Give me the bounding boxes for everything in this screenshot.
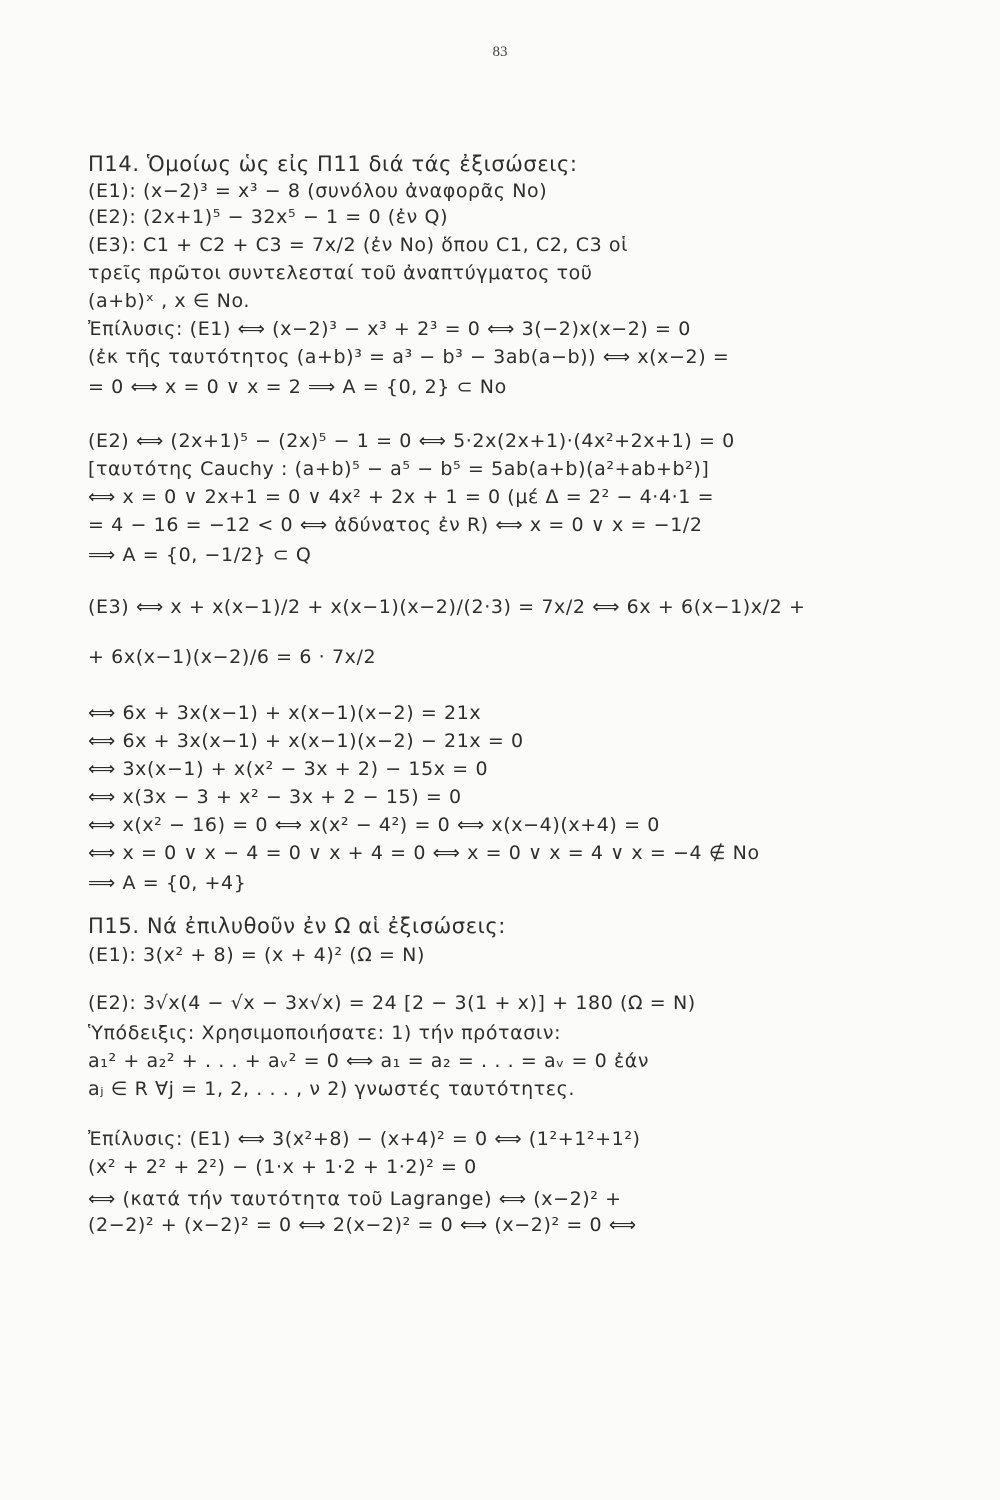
solution-e1-line: Ἐπίλυσις: (E1) ⟺ (x−2)³ − x³ + 2³ = 0 ⟺ 3(−2)x(x−2) = 0 [88,318,691,340]
solution-15-line: (x² + 2² + 2²) − (1·x + 1·2 + 1·2)² = 0 [88,1156,477,1178]
cauchy-identity-line: [ταυτότης Cauchy : (a+b)⁵ − a⁵ − b⁵ = 5ab(a+b)(a²+ab+b²)] [88,458,710,480]
solution-15-line: ⟺ (κατά τήν ταυτότητα τοῦ Lagrange) ⟺ (x−2)² + [88,1188,622,1210]
equation-e2: (E2): (2x+1)⁵ − 32x⁵ − 1 = 0 (ἐν Q) [88,206,449,228]
equation-e3: (E3): C1 + C2 + C3 = 7x/2 (ἐν No) ὅπου C1, C2, C3 οἱ [88,234,629,256]
text-line: τρεῖς πρῶτοι συντελεσταί τοῦ ἀναπτύγματος τοῦ [88,262,593,284]
solution-e3-step: ⟺ x = 0 ∨ x − 4 = 0 ∨ x + 4 = 0 ⟺ x = 0 ∨ x = 4 ∨ x = −4 ∉ No [88,842,760,864]
exercise-14-heading: Π14. Ὁμοίως ὡς εἰς Π11 διά τάς ἐξισώσεις: [88,152,578,176]
solution-e3-step: ⟺ 6x + 3x(x−1) + x(x−1)(x−2) − 21x = 0 [88,730,524,752]
solution-e3-line: (E3) ⟺ x + x(x−1)/2 + x(x−1)(x−2)/(2·3) = 7x/2 ⟺ 6x + 6(x−1)x/2 + [88,596,806,618]
solution-e2-result: ⟹ A = {0, −1/2} ⊂ Q [88,544,312,566]
exercise-15-e2: (E2): 3√x(4 − √x − 3x√x) = 24 [2 − 3(1 + x)] + 180 (Ω = N) [88,992,696,1014]
page-number: 83 [492,44,508,60]
hint-line: a₁² + a₂² + . . . + aᵥ² = 0 ⟺ a₁ = a₂ = . . . = aᵥ = 0 ἐάν [88,1050,650,1072]
solution-e2-line: (E2) ⟺ (2x+1)⁵ − (2x)⁵ − 1 = 0 ⟺ 5·2x(2x+1)·(4x²+2x+1) = 0 [88,430,735,452]
solution-e2-line: = 4 − 16 = −12 < 0 ⟺ ἀδύνατος ἐν R) ⟺ x = 0 ∨ x = −1/2 [88,514,703,536]
solution-e1-line: (ἐκ τῆς ταυτότητος (a+b)³ = a³ − b³ − 3ab(a−b)) ⟺ x(x−2) = [88,346,730,368]
solution-e3-result: ⟹ A = {0, +4} [88,872,247,894]
exercise-15-heading: Π15. Νά ἐπιλυθοῦν ἐν Ω αἱ ἐξισώσεις: [88,914,506,938]
solution-e3-step: ⟺ x(3x − 3 + x² − 3x + 2 − 15) = 0 [88,786,462,808]
solution-e2-line: ⟺ x = 0 ∨ 2x+1 = 0 ∨ 4x² + 2x + 1 = 0 (μέ Δ = 2² − 4·4·1 = [88,486,715,508]
solution-e1-result: = 0 ⟺ x = 0 ∨ x = 2 ⟹ A = {0, 2} ⊂ No [88,376,507,398]
equation-e1: (E1): (x−2)³ = x³ − 8 (συνόλου ἀναφορᾶς No) [88,180,548,202]
hint-line: aⱼ ∈ R ∀j = 1, 2, . . . , ν 2) γνωστές ταυτότητες. [88,1078,576,1100]
solution-e3-step: ⟺ 3x(x−1) + x(x² − 3x + 2) − 15x = 0 [88,758,489,780]
solution-15-line: Ἐπίλυσις: (E1) ⟺ 3(x²+8) − (x+4)² = 0 ⟺ (1²+1²+1²) [88,1128,641,1150]
exercise-15-e1: (E1): 3(x² + 8) = (x + 4)² (Ω = N) [88,944,425,966]
solution-e3-step: ⟺ 6x + 3x(x−1) + x(x−1)(x−2) = 21x [88,702,482,724]
text-line: (a+b)ˣ , x ∈ No. [88,290,251,312]
solution-e3-line: + 6x(x−1)(x−2)/6 = 6 · 7x/2 [88,646,377,668]
solution-15-line: (2−2)² + (x−2)² = 0 ⟺ 2(x−2)² = 0 ⟺ (x−2)² = 0 ⟺ [88,1214,637,1236]
solution-e3-step: ⟺ x(x² − 16) = 0 ⟺ x(x² − 4²) = 0 ⟺ x(x−4)(x+4) = 0 [88,814,660,836]
hint-line: Ὑπόδειξις: Χρησιμοποιήσατε: 1) τήν πρότασιν: [88,1022,562,1044]
